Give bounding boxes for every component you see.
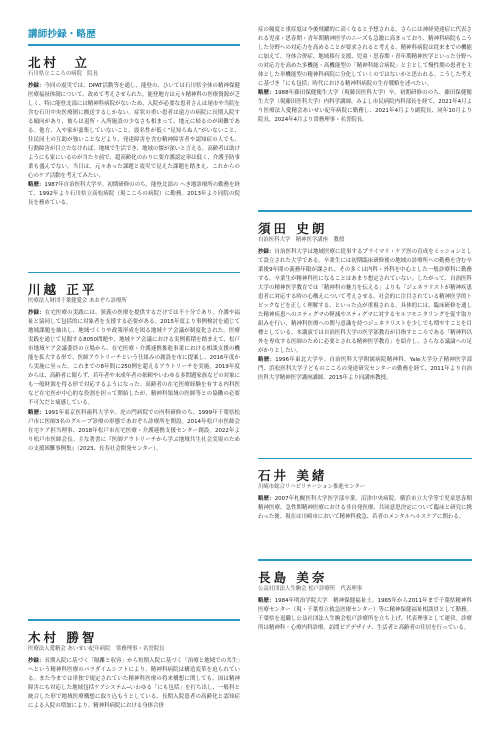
abstract-label: 抄録：: [28, 657, 45, 664]
speaker-history: [28, 409, 240, 454]
history-label: 略歴：: [258, 357, 276, 364]
speaker-block-ishii: [258, 459, 472, 559]
history-label: 略歴：: [258, 496, 275, 502]
speaker-name: 須田 史朗: [258, 220, 328, 236]
speaker-history: [258, 495, 472, 522]
abstract-continuation: 症の頻度と重症度は今後飛躍的に高くなると予想される。さらには神経発達症に代表される児童・思春期・青年期精神医学のニーズも急激に高まっており、精神科病院もこうした分野への対応力を高めることが要求されると考える。精神科病院は従来までの機能に加えて、身体合併症、地域移行支援、児童・思春期・青年期精神医学といった分野への対応力を高めた多機能・高機能型の「精神科総合病院」と主として慢性期の患者を主体とした単機能型の精神科病院に分化していくのではないかと思われる。こうした考えに基づき「にも包括」時代における精神科病院の生存戦略を述べたい。: [258, 27, 472, 88]
speaker-affiliation: 医療法人財団千葉健愛会 あおぞら診療所: [28, 298, 127, 304]
history-text: 1987年自治医科大学卒。初期研修ののち、能登北部の へき地診療所の勤務を経て、1992年より石川県立高松病院（現こころの病院）に勤務。2013年より同院の院長を務めている。: [28, 182, 240, 207]
section-title: 講師抄録・略歴: [28, 29, 96, 40]
speaker-history: [28, 181, 240, 208]
speaker-affiliation: 自治医科大学 精神医学講座 教授: [258, 236, 345, 243]
speaker-affiliation: 川崎市総合リハビリテーション推進センター: [258, 484, 366, 490]
history-text: 1984年明治学院大学 精神保健福祉士。1965年から2011年まで千葉県精神科医療センター（現・千葉県立救急医療センター）等に精神保健福祉相談員として勤務。千葉県を退職し公益社団法人生駒会松戸診療所を立ち上げ、代表理事として運営。診療所は精神科・心療内科診療、訪問ピアデザイナ、生活者と高齢者の住居を行っている。: [258, 597, 472, 631]
speaker-block-kimura: [28, 621, 240, 731]
speaker-history: [258, 89, 472, 125]
abstract-text: 長期入院に基づく「隔離と収容」から短期入院に基づく「治療と地域での共生」へという精神科医療のパラダイムシフトにより、精神科病院は構造変革を迫られている。また今までは単独で規定されていた精神科医療の将来構想に関しても、国は精神障害にも対応した地域包括ケアシステム─いわゆる「にも包括」を打ち出し、一般科と統合した形で地域医療構想に取り込もうとしている。長期入院患者の高齢化と認知症による入院の増加により、精神科病院における身体合併: [28, 657, 240, 709]
history-label: 略歴：: [28, 409, 45, 416]
speaker-block-nagashima: [258, 561, 472, 681]
speaker-affiliation: 公益社団法人生駒会 松戸診療所 代表理事: [258, 585, 363, 592]
speaker-name: 長島 美奈: [258, 569, 328, 585]
abstract-text: 今回の震災では、DPAT活動等を通し、能登の、ひいては石川県全体の精神保健医療福祉体制について、改めて考えさせられた。能登地方は元々精神科の医療資源が乏しく、特に能登北部には精神科病院がないため、入院が必要な患者さんは尾市や当院を含む石川中央医療圏に搬送するしかない。症状の重い患者は遠方の病院に長期入院する傾向があり、彼らは退所・入所施設の少なさも相まって、地元に帰るのが困難である。他方、入や家が蛮集していないこと、震名性が低く“見知らぬ人”がいないこと、住民同士の互助が強いことなどより、発達障害を含む精神障害者や認知症の人でも、行動障害が目立たなければ、地域で生活でき、地域の懐が深いと言える。高齢者は助けようにも家にいるのが当たり前で、超高齢化のわりに要介護認定率は低く、介護予防事業も盛んでない。当日は、元々あった課題と震災で見えた課題を踏まえ、これからの心のケア活動を考えてみたい。: [28, 82, 240, 179]
abstract-label: 抄録：: [258, 248, 275, 255]
history-text: 2007年札幌医科大学医学部卒業。沼津中央病院、横浜市立大学等で児童思春期精神医療、急性期精神医療における非自発医療、共同意思決定について臨床と研究に携わった後、現在は川崎市において精神科救急、若者のメンタルヘルスケアに関わる。: [258, 496, 472, 521]
history-text: 1991年東京医科歯科大学卒。虎の門病院での内科研修のち、1999年千葉県松戸市に医師3名のグループ診療の形態であおぞら診療所を開設。2014年松戸市医師会在宅ケア担当理事、2018年松戸市在宅医療・介護連携支援センター創設。2022年より松戸市医師会長。主な著書に『医師アウトリーチから学ぶ地域共生社会実現のための支援困難事例集』（2023、長寿社会開発センター）。: [28, 409, 240, 452]
speaker-name: 石井 美緒: [258, 468, 328, 483]
abstract-text: 在宅医療の実践には、狭義の医療を提供するだけでは不十分であり、介護や福祉と協同して包括的に対象者を支援する必要がある。2015年度より事例検討を通じて地域課題を抽出し、地域づくりや政策形成を図る地域ケア会議が制度化された。医療実践を通じて見聞する8050問題や、地域ケア会議における実例蓄積を踏まえて、松戸市地域ケア会議委員の立場から、在宅医療・介護連携推進事業における相談支援の機能を拡大する形で、医師アウトリーチという仕組みの創設を市に提案し、2016年度から実施に至った。これまでの8年間に250例を超えるアウトリーチを実施。2019年度からは、高齢者に限らず、若年者や未成年者の依頼やいわゆる多問題家族などの対象にも一般財源を得る形で対応するようになった。高齢者の在宅医療経験を有する内科医など在宅医が中心的な役割を担って開始したが、精神科領域の医師等との協働の必要不可欠だと痛感している。: [28, 310, 240, 407]
history-text: 1988年藤田保健衛生大学（現藤田医科大学）卒。初期研修ののち、藤田保健衛生大学（現藤田医科大学）内科学講師、みよし市民病院内科部長を経て、2021年4月より医療法人愛精会あいせい紀年病院に勤務し、2021年4月より副院長、同年10月より院長、2024年4月より常務理事・名誉院長。: [258, 90, 472, 124]
history-text: 1996年東北大学卒。自治医科大学附属病院精神科、Yale大学分子精神医学部門、浜松医科大学子どものこころの発達研究センターの勤務を経て、2011年より自治医科大学精神医学講座講師、2015年より同講座教授。: [258, 357, 472, 382]
history-label: 略歴：: [258, 597, 275, 604]
speaker-history: [258, 356, 472, 383]
speaker-block-kitamura: [28, 46, 240, 272]
speaker-abstract: [28, 657, 240, 711]
speaker-history: [258, 597, 472, 633]
speaker-abstract: [258, 248, 472, 357]
abstract-label: 抄録：: [28, 310, 45, 316]
speaker-block-suda: [258, 212, 472, 458]
kimura-continuation: [258, 26, 472, 210]
speaker-abstract: [28, 82, 240, 182]
history-label: 略歴：: [258, 90, 275, 97]
speaker-affiliation: 医療法人愛精会 あいせい紀年病院 常務理事・名誉院長: [28, 645, 165, 652]
history-label: 略歴：: [28, 182, 45, 189]
speaker-affiliation: 石川県立こころの病院 院長: [28, 70, 99, 77]
abstract-label: 抄録：: [28, 82, 45, 89]
speaker-name: 川越 正平: [28, 282, 98, 297]
speaker-name: 北村 立: [28, 54, 91, 70]
speaker-abstract: [28, 309, 240, 409]
speaker-name: 木村 勝智: [28, 629, 98, 645]
left-column: [28, 26, 240, 731]
abstract-text: 自治医科大学は地域医療に従事するプライマリ・ケア医の育成をミッションとして設立された大学である。卒業生には初期臨床研修後の地域の診療所への勤務を含む卒業後9年間の義務年限が課され、その多くは内科・外科を中心とした一般診療科に勤務する。卒業生が精神科医になることはあまり想定されていない。したがって、自治医科大学の精神医学教育では「精神科の魅力を伝える」よりも「ジェネラリストが精神疾患患者に対応する時の心構えについて考えさせる。社会的に注目されている精神医学的トピックなどを正しく理解する。といった点が重視される。具体的には、臨床研修を通した精神疾患へのスティグマの軽減やスティグマに対するセルフモニタリングを促す取り組みを行い、精神科医療への関与意識を持つジェネラリストを少しでも増やすことを目標としている。本講演では自治医科大学の医学部教育が目指すところである「精神科以外を専攻する医師のために必要とされる精神医学教育」を紹介し、さらなる議論への足がかりとしたい。: [258, 248, 472, 355]
speaker-block-kawagoe: [28, 273, 240, 619]
right-column: [258, 26, 472, 681]
